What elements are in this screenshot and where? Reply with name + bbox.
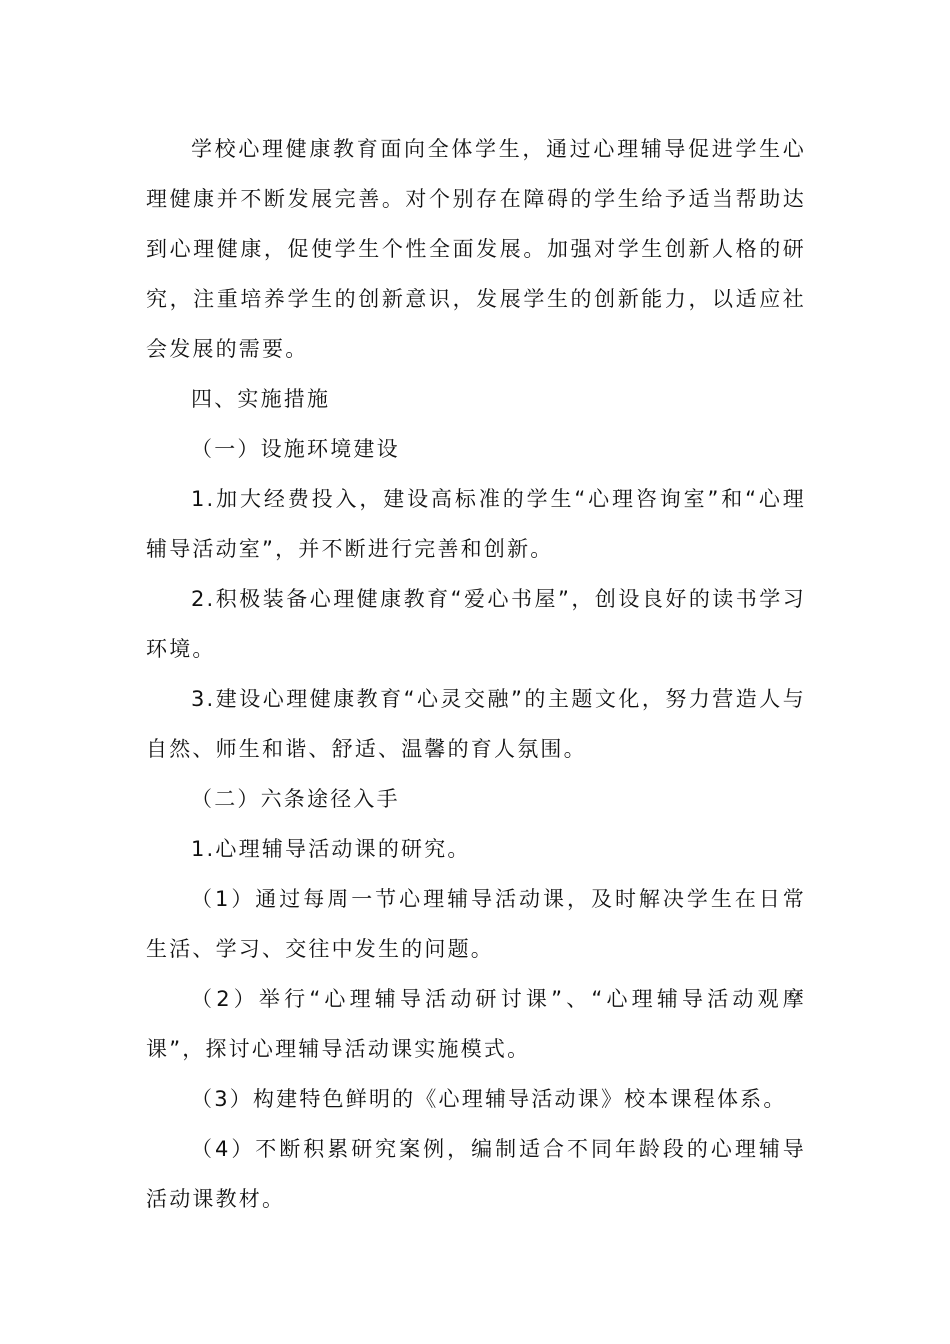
section-heading-measures: 四、实施措施 [191, 387, 331, 411]
sub-item-weekly-class: （1）通过每周一节心理辅导活动课，及时解决学生在日常生活、学习、交往中发生的问题。 [146, 887, 806, 961]
list-item-funding: 1.加大经费投入，建设高标准的学生“心理咨询室”和“心理辅导活动室”，并不断进行完善和创新。 [146, 487, 806, 561]
paragraph-goal: 学校心理健康教育面向全体学生，通过心理辅导促进学生心理健康并不断发展完善。对个别存在障碍的学生给予适当帮助达到心理健康，促使学生个性全面发展。加强对学生创新人格的研究，注重培养学生的创新意识，发展学生的创新能力，以适应社会发展的需要。 [146, 137, 806, 361]
list-item-book-house: 2.积极装备心理健康教育“爱心书屋”，创设良好的读书学习环境。 [146, 587, 806, 661]
list-item-theme-culture: 3.建设心理健康教育“心灵交融”的主题文化，努力营造人与自然、师生和谐、舒适、温馨的育人氛围。 [146, 687, 806, 761]
subsection-heading-six-paths: （二）六条途径入手 [191, 787, 400, 811]
sub-item-curriculum: （3）构建特色鲜明的《心理辅导活动课》校本课程体系。 [191, 1087, 787, 1111]
document-body [146, 124, 806, 1224]
list-item-activity-class: 1.心理辅导活动课的研究。 [191, 837, 471, 861]
subsection-heading-facilities: （一）设施环境建设 [191, 437, 400, 461]
sub-item-textbook: （4）不断积累研究案例，编制适合不同年龄段的心理辅导活动课教材。 [146, 1137, 806, 1211]
sub-item-seminar-class: （2）举行“心理辅导活动研讨课”、“心理辅导活动观摩课”，探讨心理辅导活动课实施模式。 [146, 987, 806, 1061]
